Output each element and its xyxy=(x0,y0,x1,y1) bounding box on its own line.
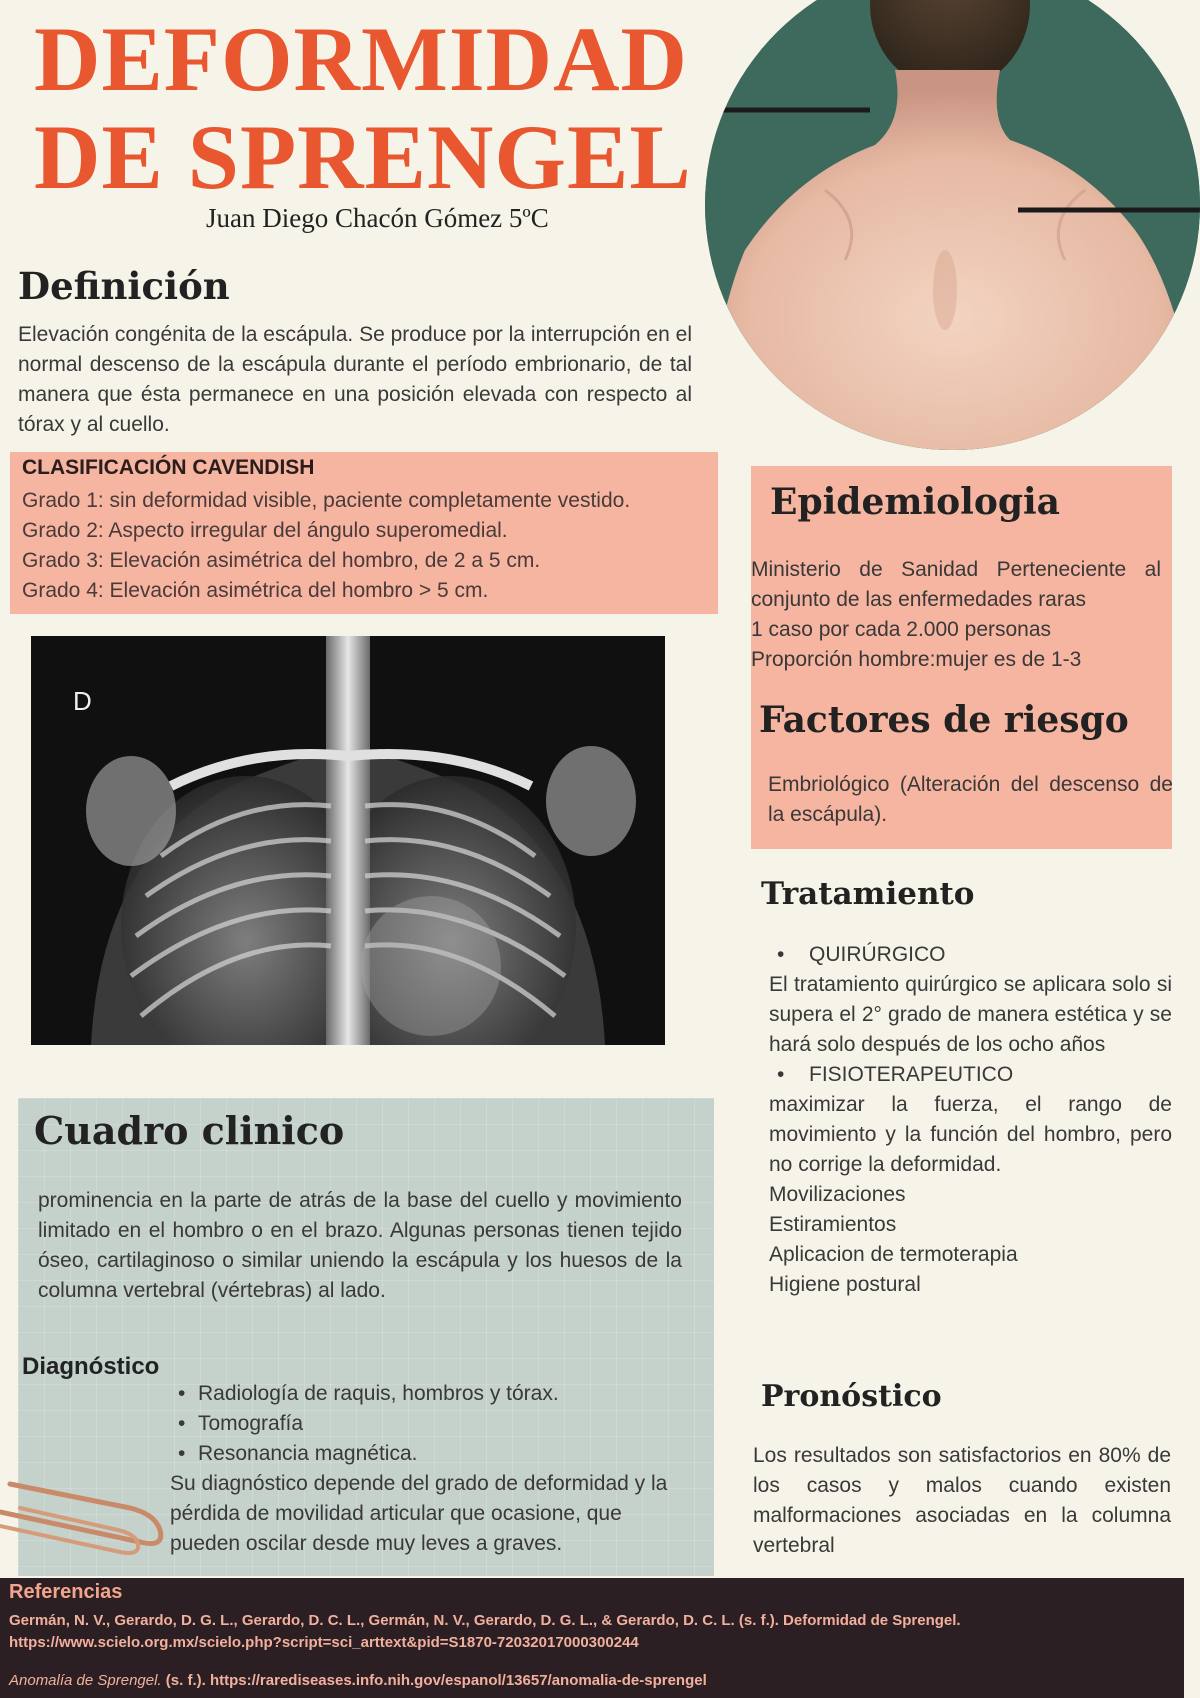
definicion-heading: Definición xyxy=(18,264,230,308)
paperclip-icon xyxy=(0,1480,175,1570)
xray-side-marker: D xyxy=(73,686,92,716)
epidemiologia-line: Proporción hombre:mujer es de 1-3 xyxy=(751,648,1082,671)
tratamiento-items xyxy=(769,1180,1172,1300)
factores-heading: Factores de riesgo xyxy=(759,699,1129,741)
title-line-2: DE SPRENGEL xyxy=(34,106,692,208)
tratamiento-list-1 xyxy=(769,940,1172,970)
diagnostico-text: Su diagnóstico depende del grado de deformidad y la pérdida de movilidad articular que ocasione, que pueden oscilar desde muy leves a graves. xyxy=(170,1472,668,1555)
diagnostico-item: • Tomografía xyxy=(170,1409,682,1439)
back-photo xyxy=(705,0,1200,450)
tratamiento-item: Estiramientos xyxy=(769,1213,897,1236)
diagnostico-list xyxy=(170,1379,682,1469)
fisio-label: • FISIOTERAPEUTICO xyxy=(769,1060,1172,1090)
tratamiento-item: Higiene postural xyxy=(769,1273,921,1296)
tratamiento-heading: Tratamiento xyxy=(761,876,975,912)
tratamiento-item: Aplicacion de termoterapia xyxy=(769,1243,1018,1266)
epidemiologia-heading: Epidemiologia xyxy=(770,481,1061,523)
diagnostico-body xyxy=(170,1379,682,1559)
pronostico-heading: Pronóstico xyxy=(761,1379,942,1414)
epidemiologia-line: Ministerio de Sanidad Perteneciente al conjunto de las enfermedades raras xyxy=(751,558,1161,611)
grade-item: Grado 4: Elevación asimétrica del hombro > 5 cm. xyxy=(22,579,489,602)
epidemiologia-line: 1 caso por cada 2.000 personas xyxy=(751,618,1052,641)
reference-2 xyxy=(9,1670,1169,1692)
diagnostico-heading: Diagnóstico xyxy=(22,1353,160,1380)
grade-item: Grado 3: Elevación asimétrica del hombro, de 2 a 5 cm. xyxy=(22,549,541,572)
cuadro-heading: Cuadro clinico xyxy=(34,1108,345,1153)
pronostico-text: Los resultados son satisfactorios en 80% de los casos y malos cuando existen malformaciones asociadas en la columna vertebral xyxy=(753,1444,1171,1557)
tratamiento-body xyxy=(769,940,1172,1300)
xray-image xyxy=(31,636,665,1045)
referencias-footer xyxy=(0,1578,1184,1698)
cuadro-text: prominencia en la parte de atrás de la base del cuello y movimiento limitado en el hombro o en el brazo. Algunas personas tienen tejido óseo, cartilaginoso o similar uniendo la escápula y los huesos de la columna vertebral (vértebras) al lado. xyxy=(38,1189,682,1302)
epidemiologia-text xyxy=(751,555,1161,675)
reference-1 xyxy=(9,1610,1169,1654)
fisio-text: maximizar la fuerza, el rango de movimiento y la función del hombro, pero no corrige la deformidad. xyxy=(769,1093,1172,1176)
grade-item: Grado 2: Aspecto irregular del ángulo superomedial. xyxy=(22,519,508,542)
diagnostico-item: • Radiología de raquis, hombros y tórax. xyxy=(170,1379,682,1409)
referencias-heading: Referencias xyxy=(9,1581,123,1603)
grade-item: Grado 1: sin deformidad visible, paciente completamente vestido. xyxy=(22,489,631,512)
tratamiento-list-2 xyxy=(769,1060,1172,1090)
reference-2-link[interactable]: (s. f.). https://rarediseases.info.nih.gov/espanol/13657/anomalia-de-sprengel xyxy=(161,1672,707,1689)
factores-text: Embriológico (Alteración del descenso de la escápula). xyxy=(768,773,1173,826)
reference-1-text: Germán, N. V., Gerardo, D. G. L., Gerardo, D. C. L., Germán, N. V., Gerardo, D. G. L., & Gerardo, D. C. L. (s. f.). Deformidad de Sprengel. xyxy=(9,1612,961,1629)
clasificacion-heading: CLASIFICACIÓN CAVENDISH xyxy=(22,456,315,479)
definicion-text: Elevación congénita de la escápula. Se produce por la interrupción en el normal descenso de la escápula durante el período embrionario, de tal manera que ésta permanece en una posición elevada con respecto al tórax y al cuello. xyxy=(18,323,692,436)
xray-illustration xyxy=(31,636,665,1045)
quirurgico-text: El tratamiento quirúrgico se aplicara solo si supera el 2° grado de manera estética y se hará solo después de los ocho años xyxy=(769,973,1172,1056)
title-line-1: DEFORMIDAD xyxy=(34,8,688,110)
quirurgico-label: • QUIRÚRGICO xyxy=(769,940,1172,970)
back-illustration xyxy=(705,0,1200,450)
clasificacion-box xyxy=(10,452,718,614)
clasificacion-list xyxy=(22,486,630,606)
diagnostico-item: • Resonancia magnética. xyxy=(170,1439,682,1469)
author: Juan Diego Chacón Gómez 5ºC xyxy=(206,203,549,233)
tratamiento-item: Movilizaciones xyxy=(769,1183,906,1206)
poster-title xyxy=(34,10,714,206)
reference-1-link[interactable]: https://www.scielo.org.mx/scielo.php?script=sci_arttext&pid=S1870-72032017000300244 xyxy=(9,1634,639,1651)
reference-2-title: Anomalía de Sprengel. xyxy=(9,1672,162,1689)
